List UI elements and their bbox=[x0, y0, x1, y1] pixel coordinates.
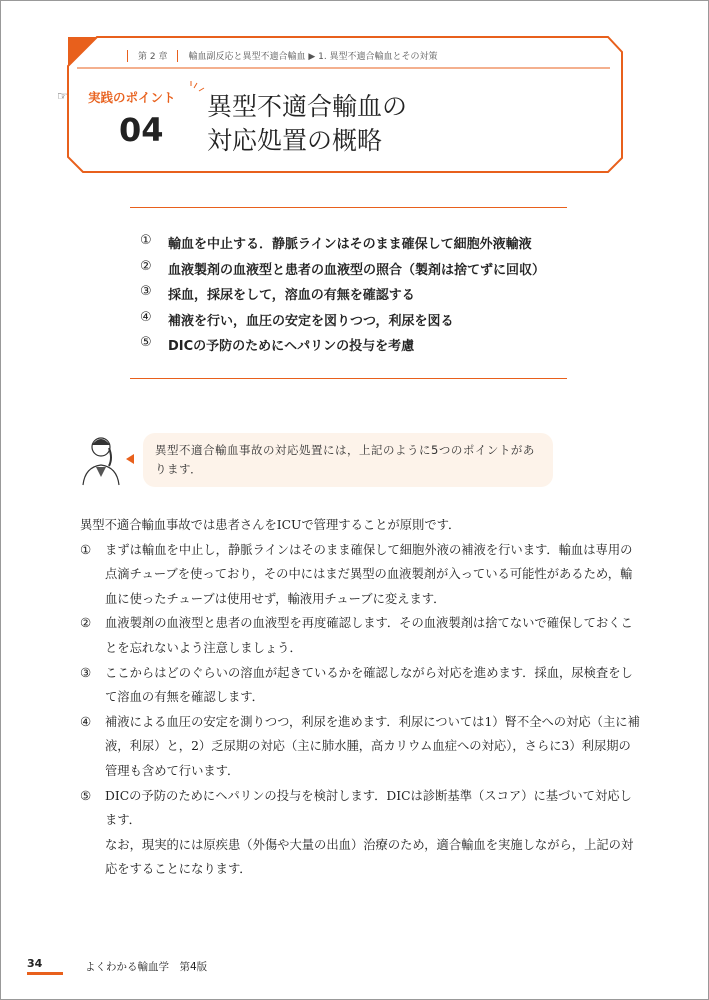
body-text bbox=[80, 513, 640, 882]
page-title bbox=[207, 90, 407, 158]
body-item: ③ ここからはどのぐらいの溶血が起きているかを確認しながら対応を進めます．採血，尿検査をして溶血の有無を確認します． bbox=[80, 665, 633, 705]
body-item: ④ 補液による血圧の安定を測りつつ，利尿を進めます．利尿については1）腎不全への対応（主に補液，利尿）と，2）乏尿期の対応（主に肺水腫，高カリウム血症への対応），さらに3）利尿期の管理も含めて行います． bbox=[80, 714, 640, 778]
title-line: 異型不適合輸血の bbox=[207, 92, 408, 121]
body-item: ① まずは輸血を中止し，静脈ラインはそのまま確保して細胞外液の補液を行います．輸血は専用の点滴チューブを使っており，その中にはまだ異型の血液製剤が入っている可能性があるため，輸血に使ったチューブは使用せず，輸液用チューブに変えます． bbox=[80, 542, 633, 606]
page-number: 34 bbox=[27, 957, 63, 975]
book-title: よくわかる輸血学 第4版 bbox=[85, 960, 208, 973]
speech-bubble: 異型不適合輸血事故の対応処置には，上記のように5つのポイントがあります． bbox=[143, 433, 553, 487]
pointing-hand-icon: ☞ bbox=[57, 89, 68, 103]
section-header bbox=[57, 36, 623, 173]
speech-pointer bbox=[126, 454, 134, 464]
breadcrumb bbox=[127, 49, 438, 62]
key-point: ① 輸血を中止する．静脈ラインはそのまま確保して細胞外液輸液 bbox=[140, 233, 532, 252]
key-point: ④ 補液を行い，血圧の安定を図りつつ，利尿を図る bbox=[140, 309, 454, 329]
key-points-box bbox=[130, 207, 567, 379]
key-point: ③ 採血，採尿をして，溶血の有無を確認する bbox=[140, 284, 415, 303]
body-item: ⑤ DICの予防のためにヘパリンの投与を検討します．DICは診断基準（スコア）に基づいて対応します． bbox=[80, 788, 632, 828]
intro-paragraph: 異型不適合輸血事故では患者さんをICUで管理することが原則です． bbox=[80, 518, 461, 532]
chapter-label: 第 2 章 bbox=[138, 52, 168, 62]
title-line: 対応処置の概略 bbox=[207, 126, 383, 155]
footer bbox=[27, 957, 207, 975]
breadcrumb-path: 輸血副反応と異型不適合輸血 ▶ 1. 異型不適合輸血とその対策 bbox=[188, 52, 438, 62]
key-point: ② 血液製剤の血液型と患者の血液型の照合（製剤は捨てずに回収） bbox=[140, 258, 546, 278]
point-label: 実践のポイント bbox=[88, 90, 176, 105]
key-point: ⑤ DICの予防のためにヘパリンの投与を考慮 bbox=[140, 335, 415, 354]
body-item: ② 血液製剤の血液型と患者の血液型を再度確認します．その血液製剤は捨てないで確保しておくことを忘れないよう注意しましょう． bbox=[80, 616, 633, 655]
point-number: 04 bbox=[119, 111, 164, 149]
nurse-avatar-icon bbox=[78, 430, 124, 486]
note-paragraph: なお，現実的には原疾患（外傷や大量の出血）治療のため，適合輸血を実施しながら，上記の対応をすることになります． bbox=[105, 837, 634, 877]
